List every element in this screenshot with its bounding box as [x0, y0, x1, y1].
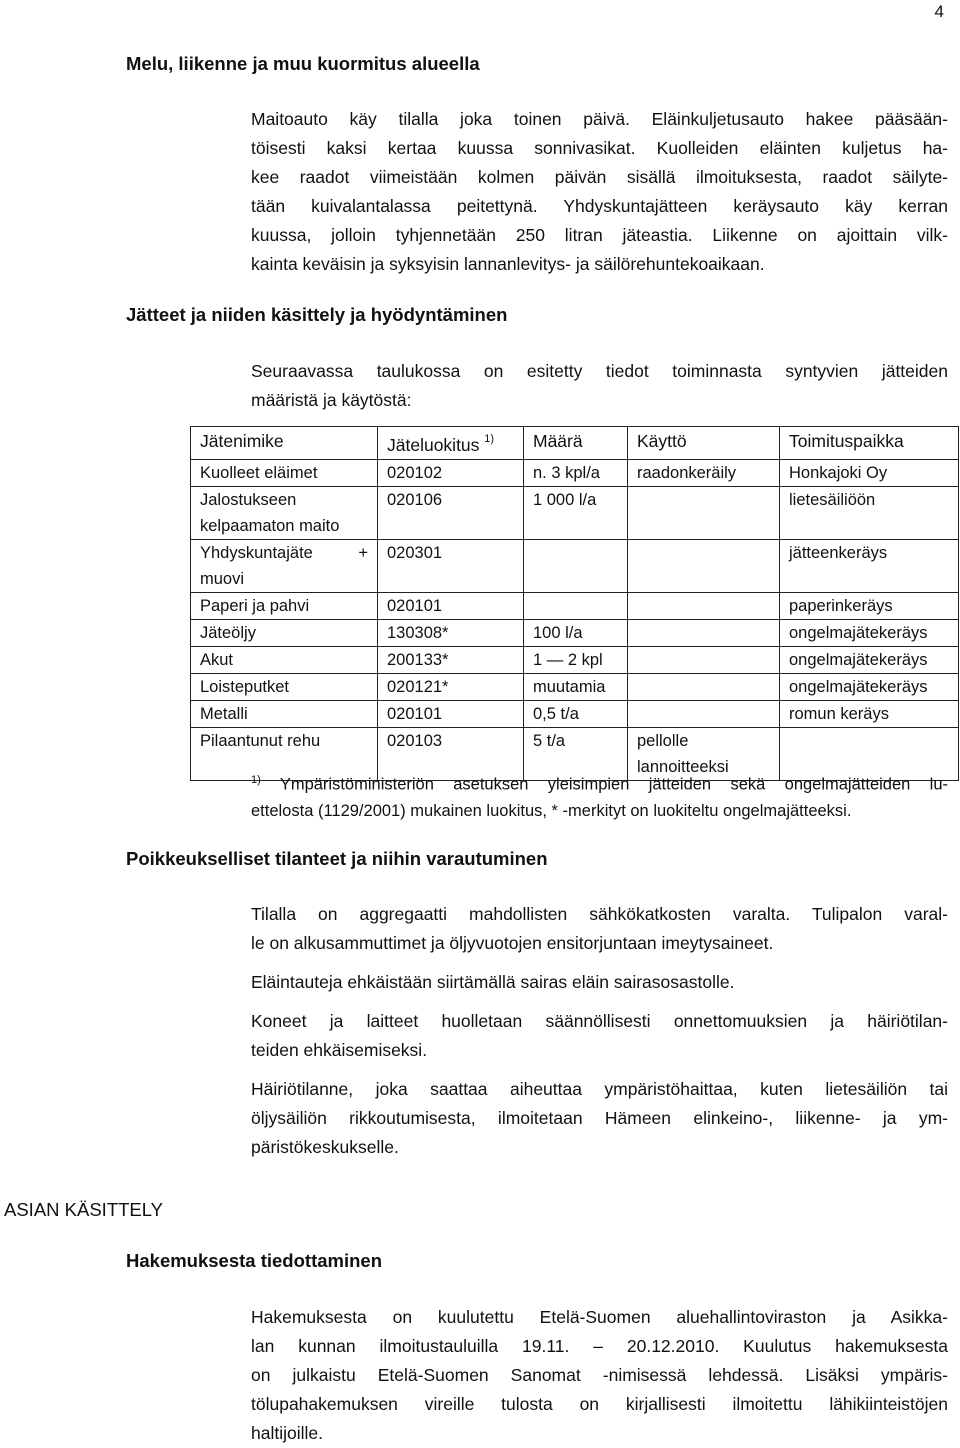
table-cell: 020101 [378, 700, 524, 727]
table-row [191, 700, 959, 727]
table-cell: Pilaantunut rehu [191, 727, 378, 780]
table-cell: raadonkeräily [628, 459, 780, 486]
paragraph [251, 900, 948, 958]
text-line: Häiriötilanne, joka saattaa aiheuttaa ympäristöhaittaa, kuten lietesäiliön tai [251, 1079, 948, 1099]
table-cell: Paperi ja pahvi [191, 592, 378, 619]
table-row [191, 619, 959, 646]
footnote-ref: 1) [484, 433, 495, 445]
section-heading-noise: Melu, liikenne ja muu kuormitus alueella [126, 53, 480, 74]
table-cell: romun keräys [780, 700, 959, 727]
table-cell [628, 486, 780, 539]
table-cell: 0,5 t/a [524, 700, 628, 727]
column-header: Jätenimike [191, 427, 378, 460]
column-header: Määrä [524, 427, 628, 460]
text-line: Eläintauteja ehkäistään siirtämällä sairas eläin sairasosastolle. [251, 972, 735, 992]
table-cell: muutamia [524, 673, 628, 700]
text-line: öljysäiliön rikkoutumisesta, ilmoitetaan Hämeen elinkeino-, liikenne- ja ym- [251, 1108, 948, 1128]
waste-intro [251, 357, 948, 415]
table-cell: Metalli [191, 700, 378, 727]
section-heading-announcement: Hakemuksesta tiedottaminen [126, 1250, 383, 1271]
table-cell [524, 592, 628, 619]
paragraph [251, 968, 948, 997]
section-heading-exceptional: Poikkeukselliset tilanteet ja niihin varautuminen [126, 848, 548, 869]
table-cell: Kuolleet eläimet [191, 459, 378, 486]
table-footnote [251, 767, 948, 824]
table-cell [628, 539, 780, 592]
text-line: teiden ehkäisemiseksi. [251, 1040, 428, 1060]
table-cell: 020106 [378, 486, 524, 539]
text-line: haltijoille. [251, 1423, 323, 1443]
text-line: tään kuivalantalassa peitettynä. Yhdyskuntajätteen keräysauto käy kerran [251, 196, 948, 216]
table-row [191, 539, 959, 592]
text-line: ettelosta (1129/2001) mukainen luokitus, * -merkityt on luokiteltu ongelmajätteeksi. [251, 801, 852, 820]
table-cell: 5 t/a [524, 727, 628, 780]
text-line: Seuraavassa taulukossa on esitetty tiedot toiminnasta syntyvien jätteiden [251, 361, 948, 381]
text-line: määristä ja käytöstä: [251, 390, 412, 410]
table-header-row [191, 427, 959, 460]
page-number: 4 [934, 2, 944, 21]
table-cell: Jäteöljy [191, 619, 378, 646]
table-row [191, 486, 959, 539]
column-header: Toimituspaikka [780, 427, 959, 460]
table-cell: Yhdyskuntajäte + muovi [191, 539, 378, 592]
table-cell: 020101 [378, 592, 524, 619]
table-cell [628, 673, 780, 700]
table-row [191, 459, 959, 486]
text-line: kuussa, jolloin tyhjennetään 250 litran jäteastia. Liikenne on ajoittain vilk- [251, 225, 948, 245]
text-line: kainta keväisin ja syksyisin lannanlevitys- ja säilörehuntekoaikaan. [251, 254, 765, 274]
table-cell [628, 619, 780, 646]
table-cell [628, 700, 780, 727]
table-cell [524, 539, 628, 592]
table-cell: 100 l/a [524, 619, 628, 646]
text-line: töisesti kaksi kertaa kuussa sonnivasikat. Kuolleiden eläinten kuljetus ha- [251, 138, 948, 158]
exceptional-text [251, 900, 948, 1172]
column-header: Jäteluokitus $^{1)}$ [378, 427, 524, 460]
text-line: Maitoauto käy tilalla joka toinen päivä. Eläinkuljetusauto hakee pääsään- [251, 109, 948, 129]
side-heading-processing: ASIAN KÄSITTELY [4, 1199, 164, 1220]
table-cell: Jalostukseen kelpaamaton maito [191, 486, 378, 539]
text-line: tölupahakemuksen vireille tulosta on kirjallisesti ilmoitettu lähikiinteistöjen [251, 1394, 948, 1414]
table-cell: 1 — 2 kpl [524, 646, 628, 673]
table-cell: paperinkeräys [780, 592, 959, 619]
table-cell: 020102 [378, 459, 524, 486]
table-cell: 020121* [378, 673, 524, 700]
table-cell: 020103 [378, 727, 524, 780]
text-line: $^{1)}$ Ympäristöministeriön asetuksen yleisimpien jätteiden sekä ongelmajätteiden lu- [251, 774, 948, 794]
table-cell: pellolle lannoitteeksi [628, 727, 780, 780]
waste-table [190, 426, 959, 781]
table-cell: jätteenkeräys [780, 539, 959, 592]
column-header: Käyttö [628, 427, 780, 460]
section-heading-waste: Jätteet ja niiden käsittely ja hyödyntäminen [126, 304, 508, 325]
text-line: Koneet ja laitteet huolletaan säännöllisesti onnettomuuksien ja häiriötilan- [251, 1011, 948, 1031]
text-line: päristökeskukselle. [251, 1137, 399, 1157]
table-cell: lietesäiliöön [780, 486, 959, 539]
table-cell: 130308* [378, 619, 524, 646]
table-cell: 1 000 l/a [524, 486, 628, 539]
table-cell: Honkajoki Oy [780, 459, 959, 486]
announcement-paragraph [251, 1303, 948, 1448]
table-row [191, 592, 959, 619]
table-cell [628, 646, 780, 673]
table-cell: Loisteputket [191, 673, 378, 700]
text-line: Tilalla on aggregaatti mahdollisten sähkökatkosten varalta. Tulipalon varal- [251, 904, 948, 924]
noise-paragraph [251, 105, 948, 279]
table-cell [628, 592, 780, 619]
table-row [191, 646, 959, 673]
footnote-marker: 1) [251, 774, 261, 786]
table-cell: 200133* [378, 646, 524, 673]
table-cell: ongelmajätekeräys [780, 646, 959, 673]
table-cell: ongelmajätekeräys [780, 619, 959, 646]
table-cell: n. 3 kpl/a [524, 459, 628, 486]
text-line: lan kunnan ilmoitustauluilla 19.11. – 20.12.2010. Kuulutus hakemuksesta [251, 1336, 948, 1356]
table-row [191, 673, 959, 700]
text-line: Hakemuksesta on kuulutettu Etelä-Suomen aluehallintoviraston ja Asikka- [251, 1307, 948, 1327]
text-line: kee raadot viimeistään kolmen päivän sisällä ilmoituksesta, raadot säilyte- [251, 167, 948, 187]
table-cell: ongelmajätekeräys [780, 673, 959, 700]
table-cell: 020301 [378, 539, 524, 592]
paragraph [251, 1075, 948, 1162]
paragraph [251, 1007, 948, 1065]
text-line: on julkaistu Etelä-Suomen Sanomat -nimisessä lehdessä. Lisäksi ympäris- [251, 1365, 948, 1385]
text-line: le on alkusammuttimet ja öljyvuotojen ensitorjuntaan imeytysaineet. [251, 933, 774, 953]
table-cell: Akut [191, 646, 378, 673]
